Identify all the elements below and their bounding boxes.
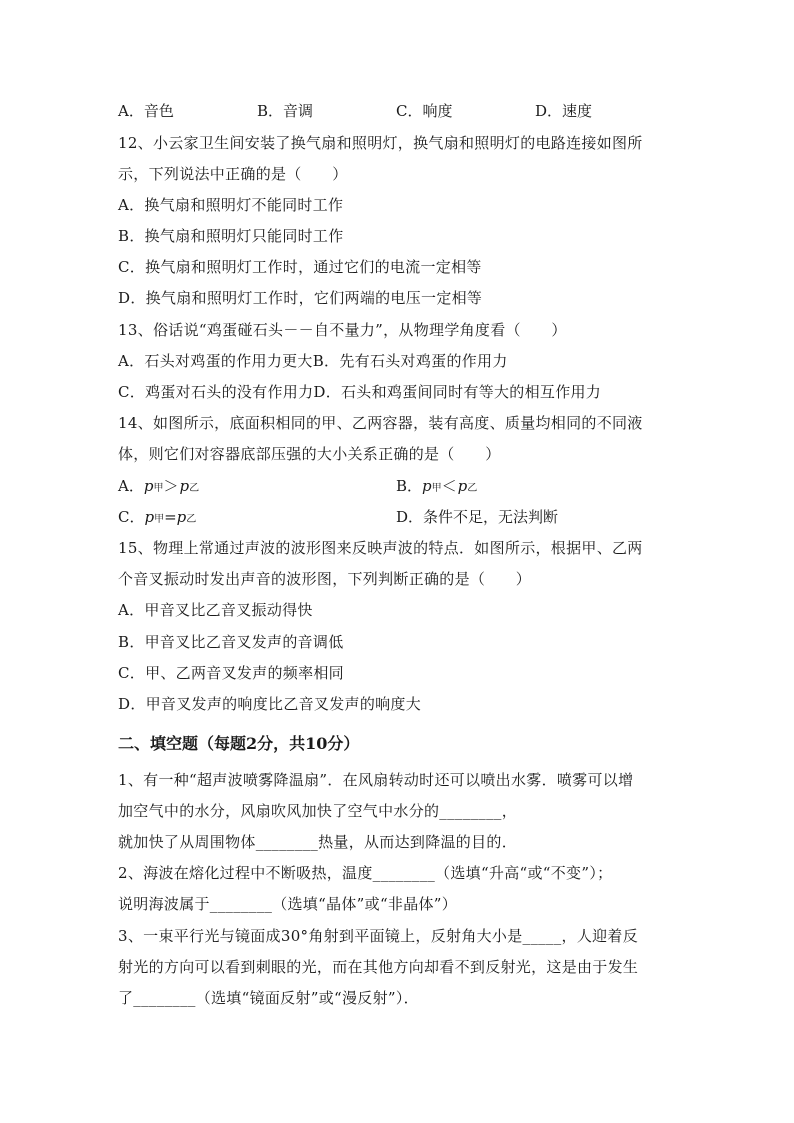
pressure-symbol: p — [179, 477, 190, 495]
fill2-line2: 说明海波属于________（选填“晶体”或“非晶体”） — [118, 895, 458, 913]
pressure-symbol: p — [143, 477, 154, 495]
relation-symbol: ＞ — [163, 477, 180, 495]
q14-stem-line2: 体，则它们对容器底部压强的大小关系正确的是（ ） — [118, 445, 501, 463]
q12-option-a: A．换气扇和照明灯不能同时工作 — [118, 196, 344, 214]
subscript-jia: 甲 — [153, 483, 164, 494]
q15-option-c: C．甲、乙两音叉发声的频率相同 — [118, 664, 344, 682]
q14-option-a-label: A． — [118, 477, 144, 495]
q14-option-a — [118, 476, 199, 496]
pressure-symbol: p — [457, 477, 468, 495]
subscript-yi: 乙 — [467, 483, 478, 494]
q12-stem-line1: 12、小云家卫生间安装了换气扇和照明灯，换气扇和照明灯的电路连接如图所 — [118, 134, 643, 152]
q15-option-b: B．甲音叉比乙音叉发声的音调低 — [118, 633, 344, 651]
section-heading-fill-in: 二、填空题（每题2分，共10分） — [118, 734, 360, 753]
q11-option-d: D．速度 — [535, 102, 593, 120]
q13-stem: 13、俗话说“鸡蛋碰石头－－自不量力”，从物理学角度看（ ） — [118, 321, 567, 339]
subscript-jia: 甲 — [154, 514, 165, 525]
q12-option-c: C．换气扇和照明灯工作时，通过它们的电流一定相等 — [118, 258, 482, 276]
q14-option-d: D．条件不足，无法判断 — [396, 508, 559, 526]
fill3-line2: 射光的方向可以看到刺眼的光，而在其他方向却看不到反射光，这是由于发生 — [118, 958, 639, 976]
q12-stem-line2: 示，下列说法中正确的是（ ） — [118, 165, 348, 183]
q14-option-c — [118, 507, 196, 527]
q11-option-b: B．音调 — [257, 102, 314, 120]
q15-stem-line2: 个音叉振动时发出声音的波形图，下列判断正确的是（ ） — [118, 570, 532, 588]
subscript-yi: 乙 — [186, 514, 197, 525]
pressure-symbol: p — [176, 508, 187, 526]
fill1-line2: 加空气中的水分，风扇吹风加快了空气中水分的________， — [118, 802, 518, 820]
pressure-symbol: p — [422, 477, 432, 495]
q15-stem-line1: 15、物理上常通过声波的波形图来反映声波的特点．如图所示，根据甲、乙两 — [118, 539, 643, 557]
relation-symbol: = — [164, 508, 177, 526]
fill2-line1: 2、海波在熔化过程中不断吸热，温度________（选填“升高“或“不变”）； — [118, 864, 613, 882]
q14-option-c-label: C． — [118, 508, 145, 526]
q15-option-a: A．甲音叉比乙音叉振动得快 — [118, 601, 313, 619]
fill1-line3: 就加快了从周围物体________热量，从而达到降温的目的． — [118, 833, 518, 851]
q15-option-d: D．甲音叉发声的响度比乙音叉发声的响度大 — [118, 695, 422, 713]
q11-option-a: A．音色 — [118, 102, 174, 120]
q13-options-cd: C．鸡蛋对石头的没有作用力D．石头和鸡蛋间同时有等大的相互作用力 — [118, 383, 602, 401]
q14-option-b — [396, 476, 477, 496]
q14-stem-line1: 14、如图所示，底面积相同的甲、乙两容器，装有高度、质量均相同的不同液 — [118, 414, 643, 432]
q11-option-c: C．响度 — [396, 102, 453, 120]
subscript-jia: 甲 — [431, 483, 442, 494]
fill3-line3: 了________（选填“镜面反射”或“漫反射”）． — [118, 989, 419, 1007]
q13-options-ab: A．石头对鸡蛋的作用力更大B．先有石头对鸡蛋的作用力 — [118, 352, 508, 370]
fill3-line1: 3、一束平行光与镜面成30°角射到平面镜上，反射角大小是_____，人迎着反 — [118, 927, 639, 945]
q14-option-b-label: B． — [396, 477, 423, 495]
pressure-symbol: p — [144, 508, 155, 526]
fill1-line1: 1、有一种“超声波喷雾降温扇”．在风扇转动时还可以喷出水雾．喷雾可以增 — [118, 771, 634, 789]
q12-option-b: B．换气扇和照明灯只能同时工作 — [118, 227, 344, 245]
subscript-yi: 乙 — [189, 483, 200, 494]
q12-option-d: D．换气扇和照明灯工作时，它们两端的电压一定相等 — [118, 289, 483, 307]
relation-symbol: ＜ — [441, 477, 458, 495]
